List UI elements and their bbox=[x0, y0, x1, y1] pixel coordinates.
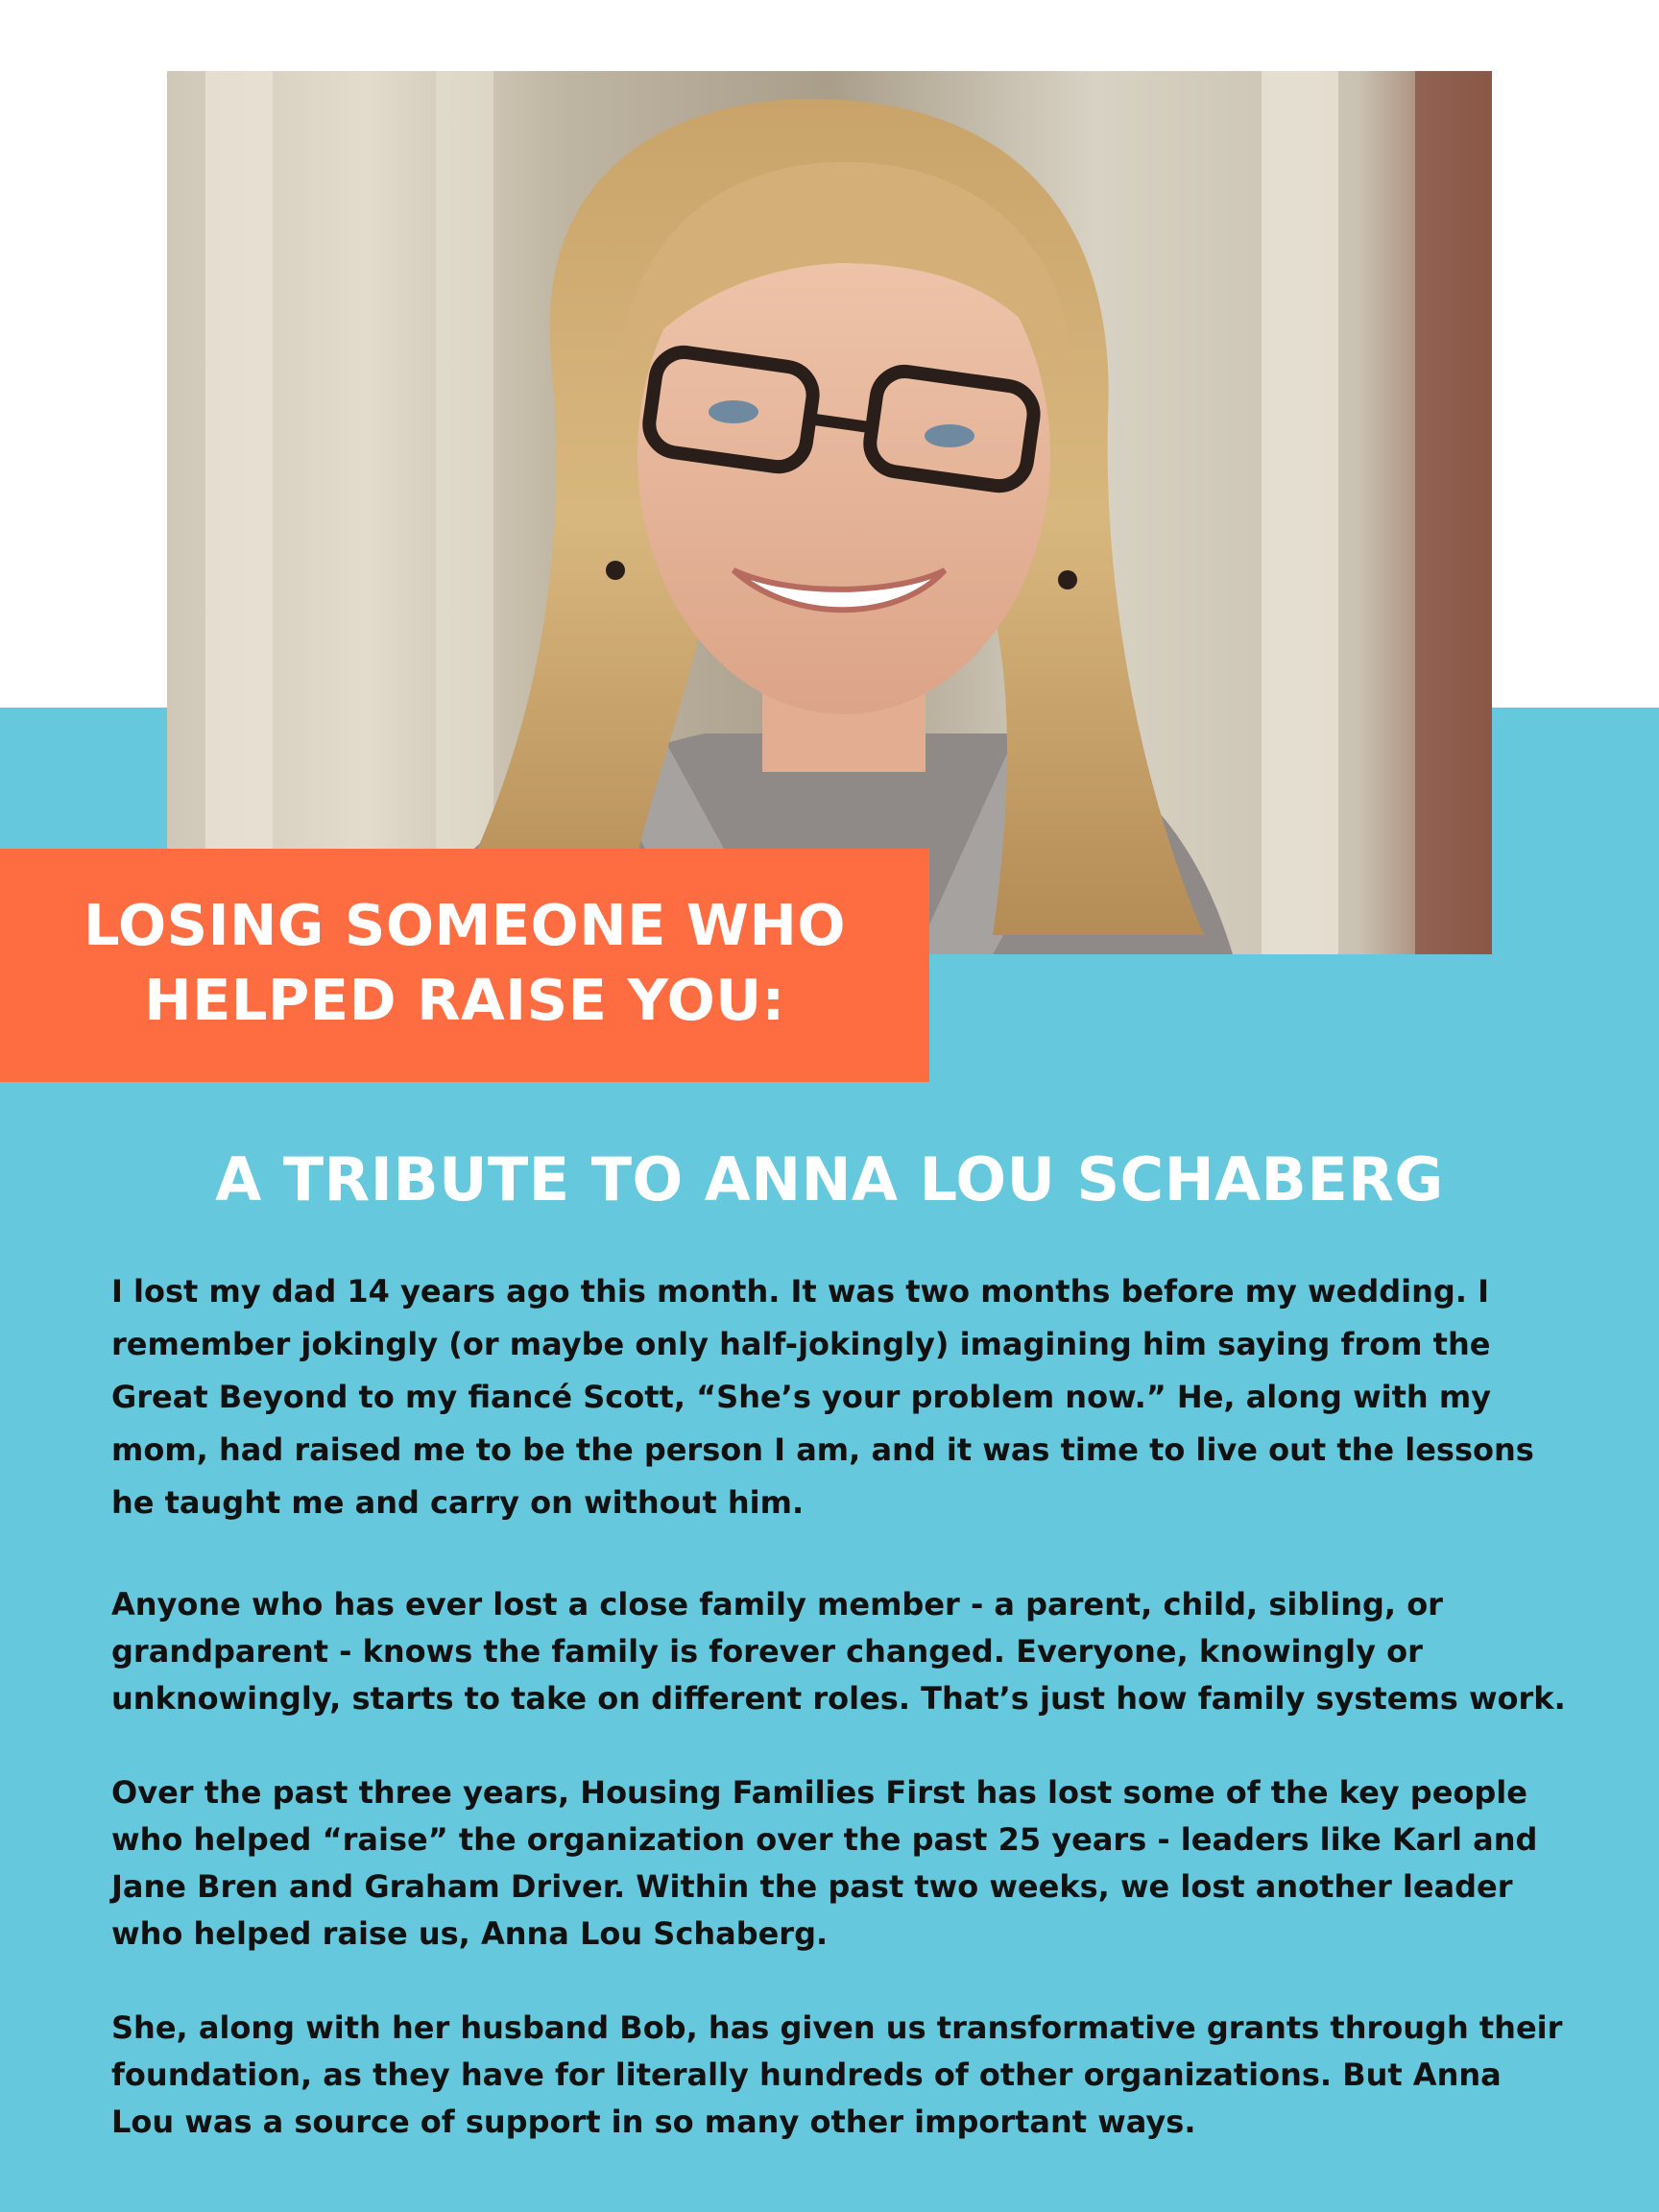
headline-line-1: LOSING SOMEONE WHO bbox=[83, 891, 847, 958]
subtitle: A TRIBUTE TO ANNA LOU SCHABERG bbox=[215, 1144, 1444, 1214]
paragraph-4: She, along with her husband Bob, has given us transformative grants through their foundation, as they have for literally hundreds of other organizations. But Anna Lou was a source of support in so many other important ways. bbox=[111, 2009, 1563, 2140]
headline-line-2: HELPED RAISE YOU: bbox=[144, 966, 785, 1033]
headline bbox=[84, 888, 846, 1038]
portrait-photo bbox=[167, 71, 1492, 954]
headline-box bbox=[0, 849, 929, 1082]
paragraph-2: Anyone who has ever lost a close family member - a parent, child, sibling, or grandparent - knows the family is forever changed. Everyone, knowingly or unknowingly, starts to take on different roles. That’s just how family systems work. bbox=[111, 1586, 1566, 1717]
article-body bbox=[111, 1265, 1571, 2146]
paragraph-1: I lost my dad 14 years ago this month. It was two months before my wedding. I remember jokingly (or maybe only half-jokingly) imagining him saying from the Great Beyond to my fiancé Scott, “She’s your problem now.” He, along with my mom, had raised me to be the person I am, and it was time to live out the lessons he taught me and carry on without him. bbox=[111, 1273, 1534, 1521]
paragraph-3: Over the past three years, Housing Families First has lost some of the key people who helped “raise” the organization over the past 25 years - leaders like Karl and Jane Bren and Graham Driver. Within the past two weeks, we lost another leader who helped raise us, Anna Lou Schaberg. bbox=[111, 1774, 1538, 1952]
